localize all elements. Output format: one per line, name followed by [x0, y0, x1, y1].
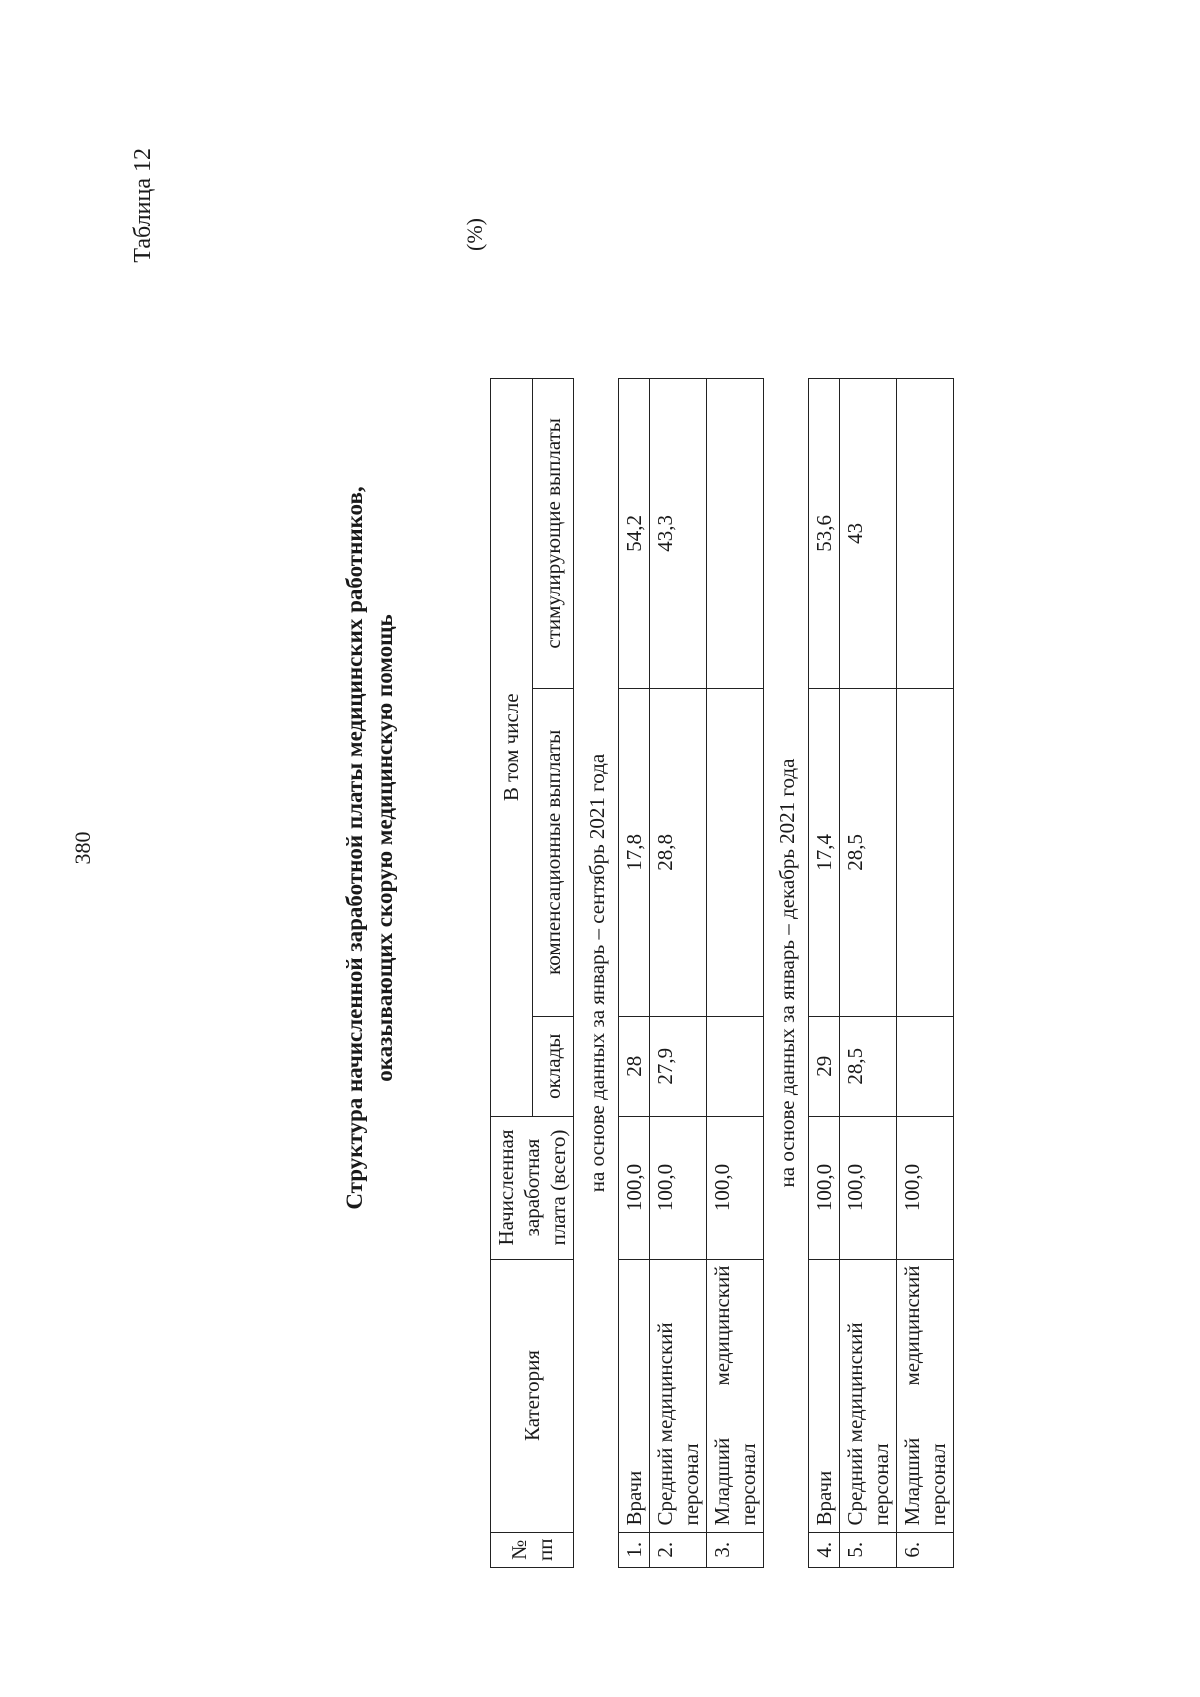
row-category	[707, 1259, 764, 1532]
row-compensation: 28,5	[840, 688, 897, 1016]
document-title	[340, 68, 400, 1628]
page-number: 380	[70, 831, 95, 865]
header-incentive: стимулирующие выплаты	[532, 379, 574, 689]
row-category: Врачи	[619, 1259, 650, 1532]
row-category-part-3: персонал	[926, 1443, 950, 1526]
header-total: Начисленная заработная плата (всего)	[491, 1116, 574, 1259]
header-salaries: оклады	[532, 1016, 574, 1116]
section-heading: на основе данных за январь – сентябрь 2021 года	[574, 379, 619, 1568]
table-label: Таблица 12	[130, 148, 156, 263]
table-row	[619, 379, 650, 1568]
row-category-part-3: персонал	[736, 1443, 760, 1526]
row-category-part-1: Младший	[710, 1437, 734, 1526]
row-total: 100,0	[707, 1116, 764, 1259]
row-category-part-1: Младший	[900, 1437, 924, 1526]
section-heading-row	[764, 379, 809, 1568]
header-including: В том числе	[491, 379, 533, 1117]
table-row	[650, 379, 707, 1568]
table-row	[897, 379, 954, 1568]
row-num: 3.	[707, 1532, 764, 1567]
row-salaries: 28,5	[840, 1016, 897, 1116]
rotated-page	[70, 68, 1130, 1628]
header-num: № пп	[491, 1532, 574, 1567]
row-num: 5.	[840, 1532, 897, 1567]
row-num: 4.	[809, 1532, 840, 1567]
row-total: 100,0	[840, 1116, 897, 1259]
row-incentive	[707, 379, 764, 689]
row-compensation: 17,8	[619, 688, 650, 1016]
row-compensation	[707, 688, 764, 1016]
table-row	[707, 379, 764, 1568]
row-num: 1.	[619, 1532, 650, 1567]
section-heading: на основе данных за январь – декабрь 2021 года	[764, 379, 809, 1568]
row-incentive: 54,2	[619, 379, 650, 689]
header-category: Категория	[491, 1259, 574, 1532]
row-num: 6.	[897, 1532, 954, 1567]
unit-note: (%)	[462, 218, 487, 251]
title-line-1: Структура начисленной заработной платы медицинских работников,	[342, 486, 367, 1210]
salary-structure-table	[490, 378, 954, 1568]
header-compensation: компенсационные выплаты	[532, 688, 574, 1016]
row-incentive: 53,6	[809, 379, 840, 689]
row-category: Врачи	[809, 1259, 840, 1532]
table-body	[574, 379, 954, 1568]
table-row	[809, 379, 840, 1568]
row-total: 100,0	[650, 1116, 707, 1259]
row-salaries: 27,9	[650, 1016, 707, 1116]
title-line-2: оказывающих скорую медицинскую помощь	[372, 614, 397, 1082]
row-compensation: 28,8	[650, 688, 707, 1016]
row-category	[897, 1259, 954, 1532]
row-salaries	[897, 1016, 954, 1116]
row-salaries	[707, 1016, 764, 1116]
row-category: Средний медицинский персонал	[840, 1259, 897, 1532]
row-category: Средний медицинский персонал	[650, 1259, 707, 1532]
row-incentive	[897, 379, 954, 689]
row-num: 2.	[650, 1532, 707, 1567]
table-row	[840, 379, 897, 1568]
row-category-part-2: медицинский	[900, 1265, 924, 1386]
row-compensation	[897, 688, 954, 1016]
row-total: 100,0	[619, 1116, 650, 1259]
row-total: 100,0	[809, 1116, 840, 1259]
row-salaries: 29	[809, 1016, 840, 1116]
row-incentive: 43	[840, 379, 897, 689]
row-compensation: 17,4	[809, 688, 840, 1016]
section-heading-row	[574, 379, 619, 1568]
row-total: 100,0	[897, 1116, 954, 1259]
row-salaries: 28	[619, 1016, 650, 1116]
row-incentive: 43,3	[650, 379, 707, 689]
row-category-part-2: медицинский	[710, 1265, 734, 1386]
